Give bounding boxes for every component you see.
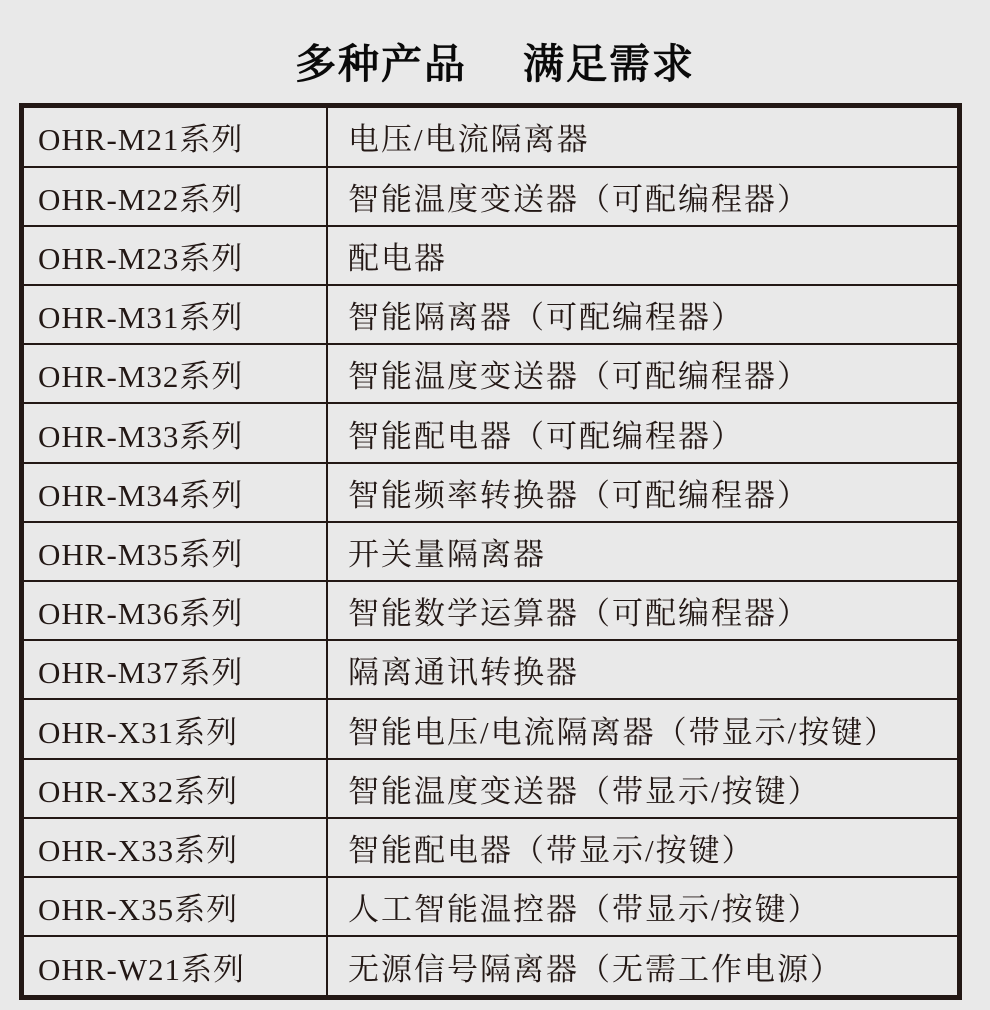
table-row <box>22 522 960 581</box>
description-cell: 智能温度变送器（可配编程器） <box>327 167 960 226</box>
series-cell: OHR-W21系列 <box>22 936 328 997</box>
table-row <box>22 936 960 997</box>
description-cell: 智能配电器（带显示/按键） <box>327 818 960 877</box>
table-row <box>22 581 960 640</box>
description-cell: 智能数学运算器（可配编程器） <box>327 581 960 640</box>
description-cell: 智能配电器（可配编程器） <box>327 403 960 462</box>
series-cell: OHR-M32系列 <box>22 344 328 403</box>
table-row <box>22 463 960 522</box>
series-cell: OHR-X31系列 <box>22 699 328 758</box>
table-row <box>22 699 960 758</box>
description-cell: 隔离通讯转换器 <box>327 640 960 699</box>
series-cell: OHR-X33系列 <box>22 818 328 877</box>
series-cell: OHR-M22系列 <box>22 167 328 226</box>
series-cell: OHR-M36系列 <box>22 581 328 640</box>
series-cell: OHR-M37系列 <box>22 640 328 699</box>
description-cell: 智能电压/电流隔离器（带显示/按键） <box>327 699 960 758</box>
description-cell: 智能隔离器（可配编程器） <box>327 285 960 344</box>
table-row <box>22 344 960 403</box>
series-cell: OHR-M35系列 <box>22 522 328 581</box>
series-cell: OHR-M33系列 <box>22 403 328 462</box>
series-cell: OHR-M34系列 <box>22 463 328 522</box>
table-row <box>22 640 960 699</box>
product-series-table <box>19 103 962 1000</box>
series-cell: OHR-M21系列 <box>22 106 328 167</box>
description-cell: 电压/电流隔离器 <box>327 106 960 167</box>
description-cell: 开关量隔离器 <box>327 522 960 581</box>
table-row <box>22 285 960 344</box>
series-cell: OHR-M23系列 <box>22 226 328 285</box>
series-cell: OHR-X32系列 <box>22 759 328 818</box>
page-title-part1: 多种产品 <box>295 41 467 87</box>
page-title-part2: 满足需求 <box>523 41 695 87</box>
description-cell: 无源信号隔离器（无需工作电源） <box>327 936 960 997</box>
description-cell: 人工智能温控器（带显示/按键） <box>327 877 960 936</box>
series-cell: OHR-M31系列 <box>22 285 328 344</box>
page-title <box>0 42 990 87</box>
table-row <box>22 818 960 877</box>
table-row <box>22 403 960 462</box>
table-row <box>22 759 960 818</box>
table-row <box>22 877 960 936</box>
product-series-table-body <box>22 106 960 998</box>
description-cell: 智能频率转换器（可配编程器） <box>327 463 960 522</box>
table-row <box>22 106 960 167</box>
table-row <box>22 167 960 226</box>
series-cell: OHR-X35系列 <box>22 877 328 936</box>
table-row <box>22 226 960 285</box>
description-cell: 配电器 <box>327 226 960 285</box>
description-cell: 智能温度变送器（可配编程器） <box>327 344 960 403</box>
description-cell: 智能温度变送器（带显示/按键） <box>327 759 960 818</box>
